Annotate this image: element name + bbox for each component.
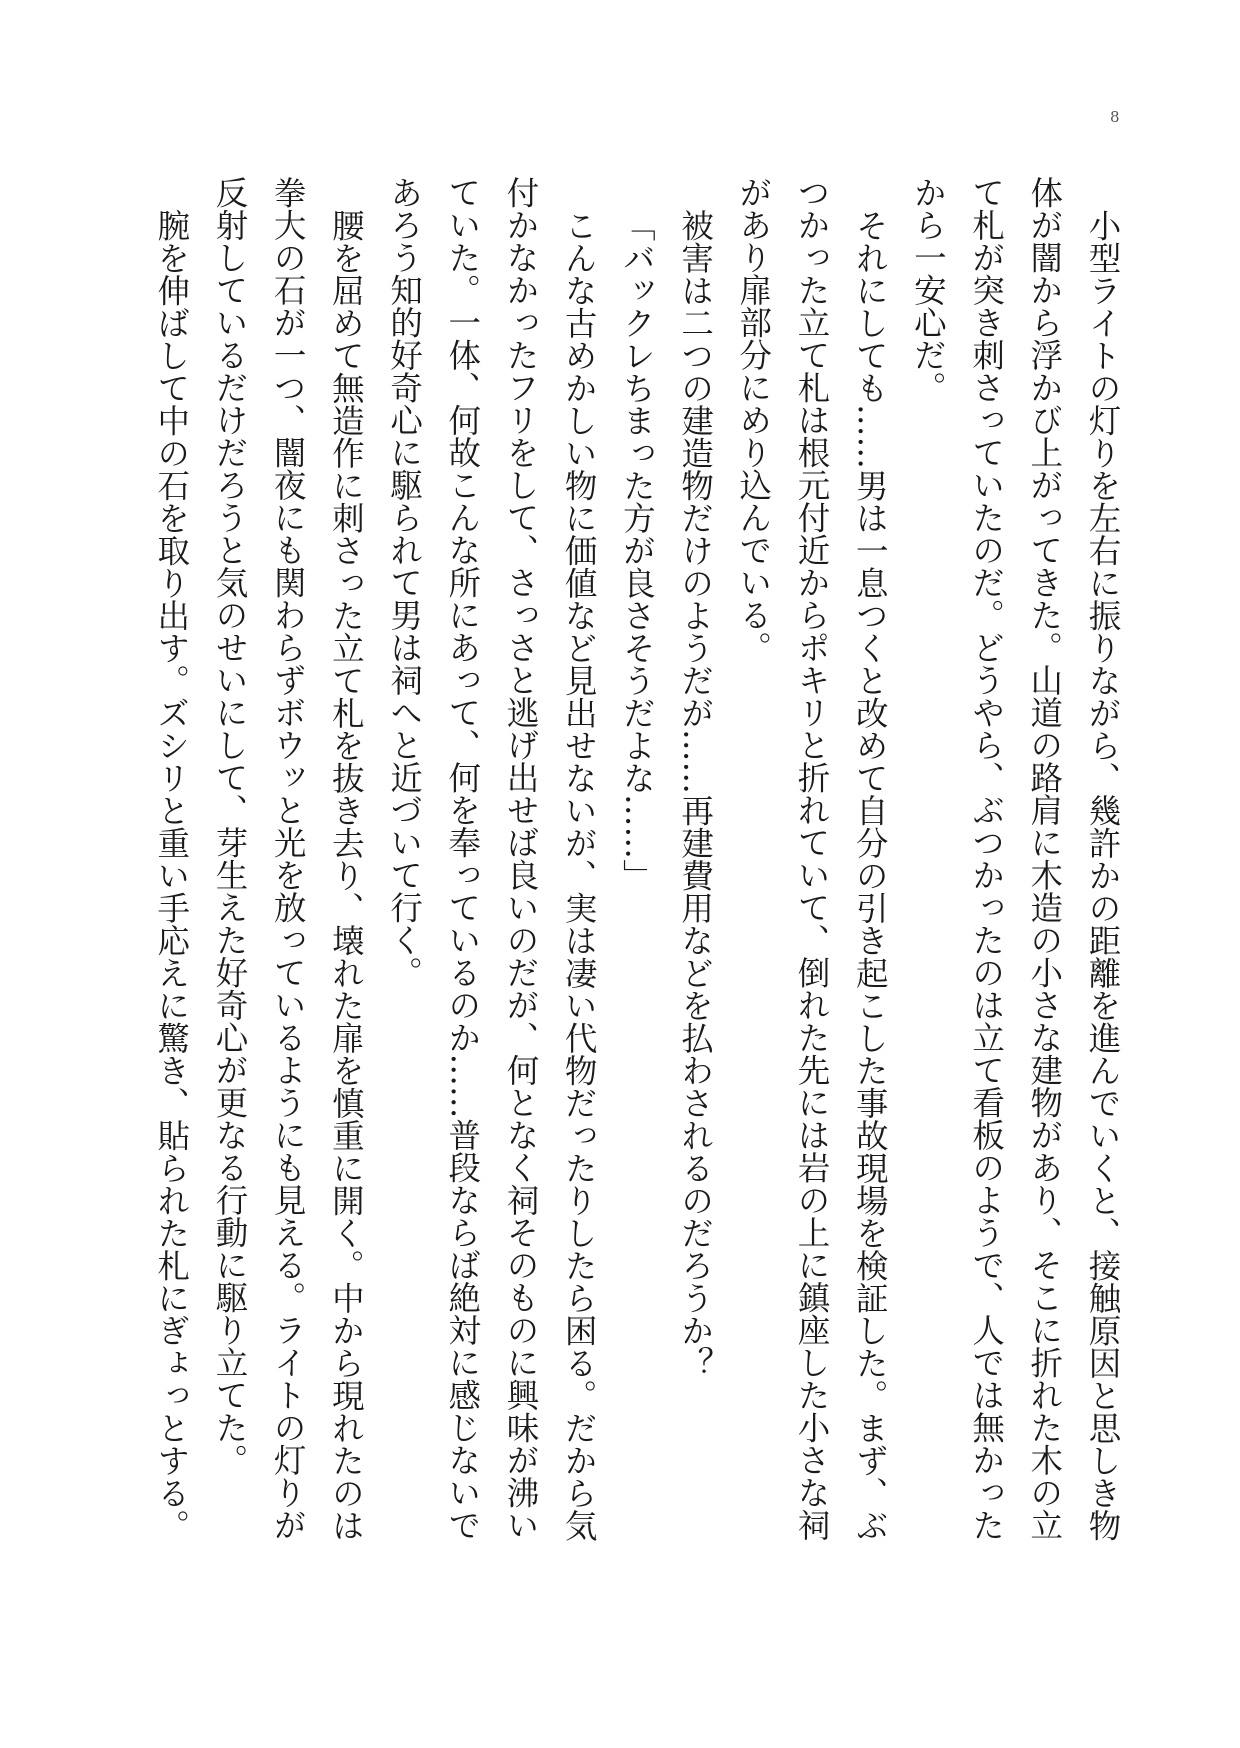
paragraph <box>725 176 900 1576</box>
dialogue-line: 「バックレちまった方が良さそうだよな……」 <box>618 208 657 891</box>
text-line: こんな古めかしい物に価値など見出せないが、実は凄い代物だったりしたら困る。だから気 <box>560 208 599 1541</box>
vertical-body-text <box>132 176 1132 1576</box>
text-line: 腕を伸ばして中の石を取り出す。ズシリと重い手応えに驚き、貼られた札にぎょっとする。 <box>152 208 191 1541</box>
text-line: つかった立て札は根元付近からポキリと折れていて、倒れた先には岩の上に鎮座した小さな祠 <box>792 176 831 1541</box>
text-line: 体が闇から浮かび上がってきた。山道の路肩に木造の小さな建物があり、そこに折れた木の立 <box>1025 176 1064 1541</box>
dialogue-paragraph <box>608 176 666 1576</box>
paragraph <box>143 176 201 1576</box>
text-line: 被害は二つの建造物だけのようだが……再建費用などを払わされるのだろうか？ <box>676 208 715 1379</box>
text-line: があり扉部分にめり込んでいる。 <box>734 176 773 664</box>
text-line: 拳大の石が一つ、闇夜にも関わらずボウッと光を放っているようにも見える。ライトの灯りが <box>269 176 308 1541</box>
text-line: それにしても……男は一息つくと改めて自分の引き起こした事故現場を検証した。まず、ぶ <box>851 208 890 1541</box>
page-number: 8 <box>1110 108 1120 126</box>
paragraph <box>201 176 376 1576</box>
text-line: あろう知的好奇心に駆られて男は祠へと近づいて行く。 <box>385 176 424 989</box>
text-line: から一安心だ。 <box>909 176 948 404</box>
text-line: て札が突き刺さっていたのだ。どうやら、ぶつかったのは立て看板のようで、人では無かった <box>967 176 1006 1541</box>
text-line: 腰を屈めて無造作に刺さった立て札を抜き去り、壊れた扉を慎重に開く。中から現れたのは <box>327 208 366 1541</box>
text-line: ていた。一体、何故こんな所にあって、何を奉っているのか……普段ならば絶対に感じないで <box>443 176 482 1541</box>
paragraph <box>375 176 608 1576</box>
text-line: 付かなかったフリをして、さっさと逃げ出せば良いのだが、何となく祠そのものに興味が沸い <box>501 176 540 1541</box>
text-line: 反射しているだけだろうと気のせいにして、芽生えた好奇心が更なる行動に駆り立てた。 <box>210 176 249 1476</box>
text-line: 小型ライトの灯りを左右に振りながら、幾許かの距離を進んでいくと、接触原因と思しき物 <box>1084 208 1122 1541</box>
paragraph <box>899 176 1132 1576</box>
paragraph <box>666 176 724 1576</box>
